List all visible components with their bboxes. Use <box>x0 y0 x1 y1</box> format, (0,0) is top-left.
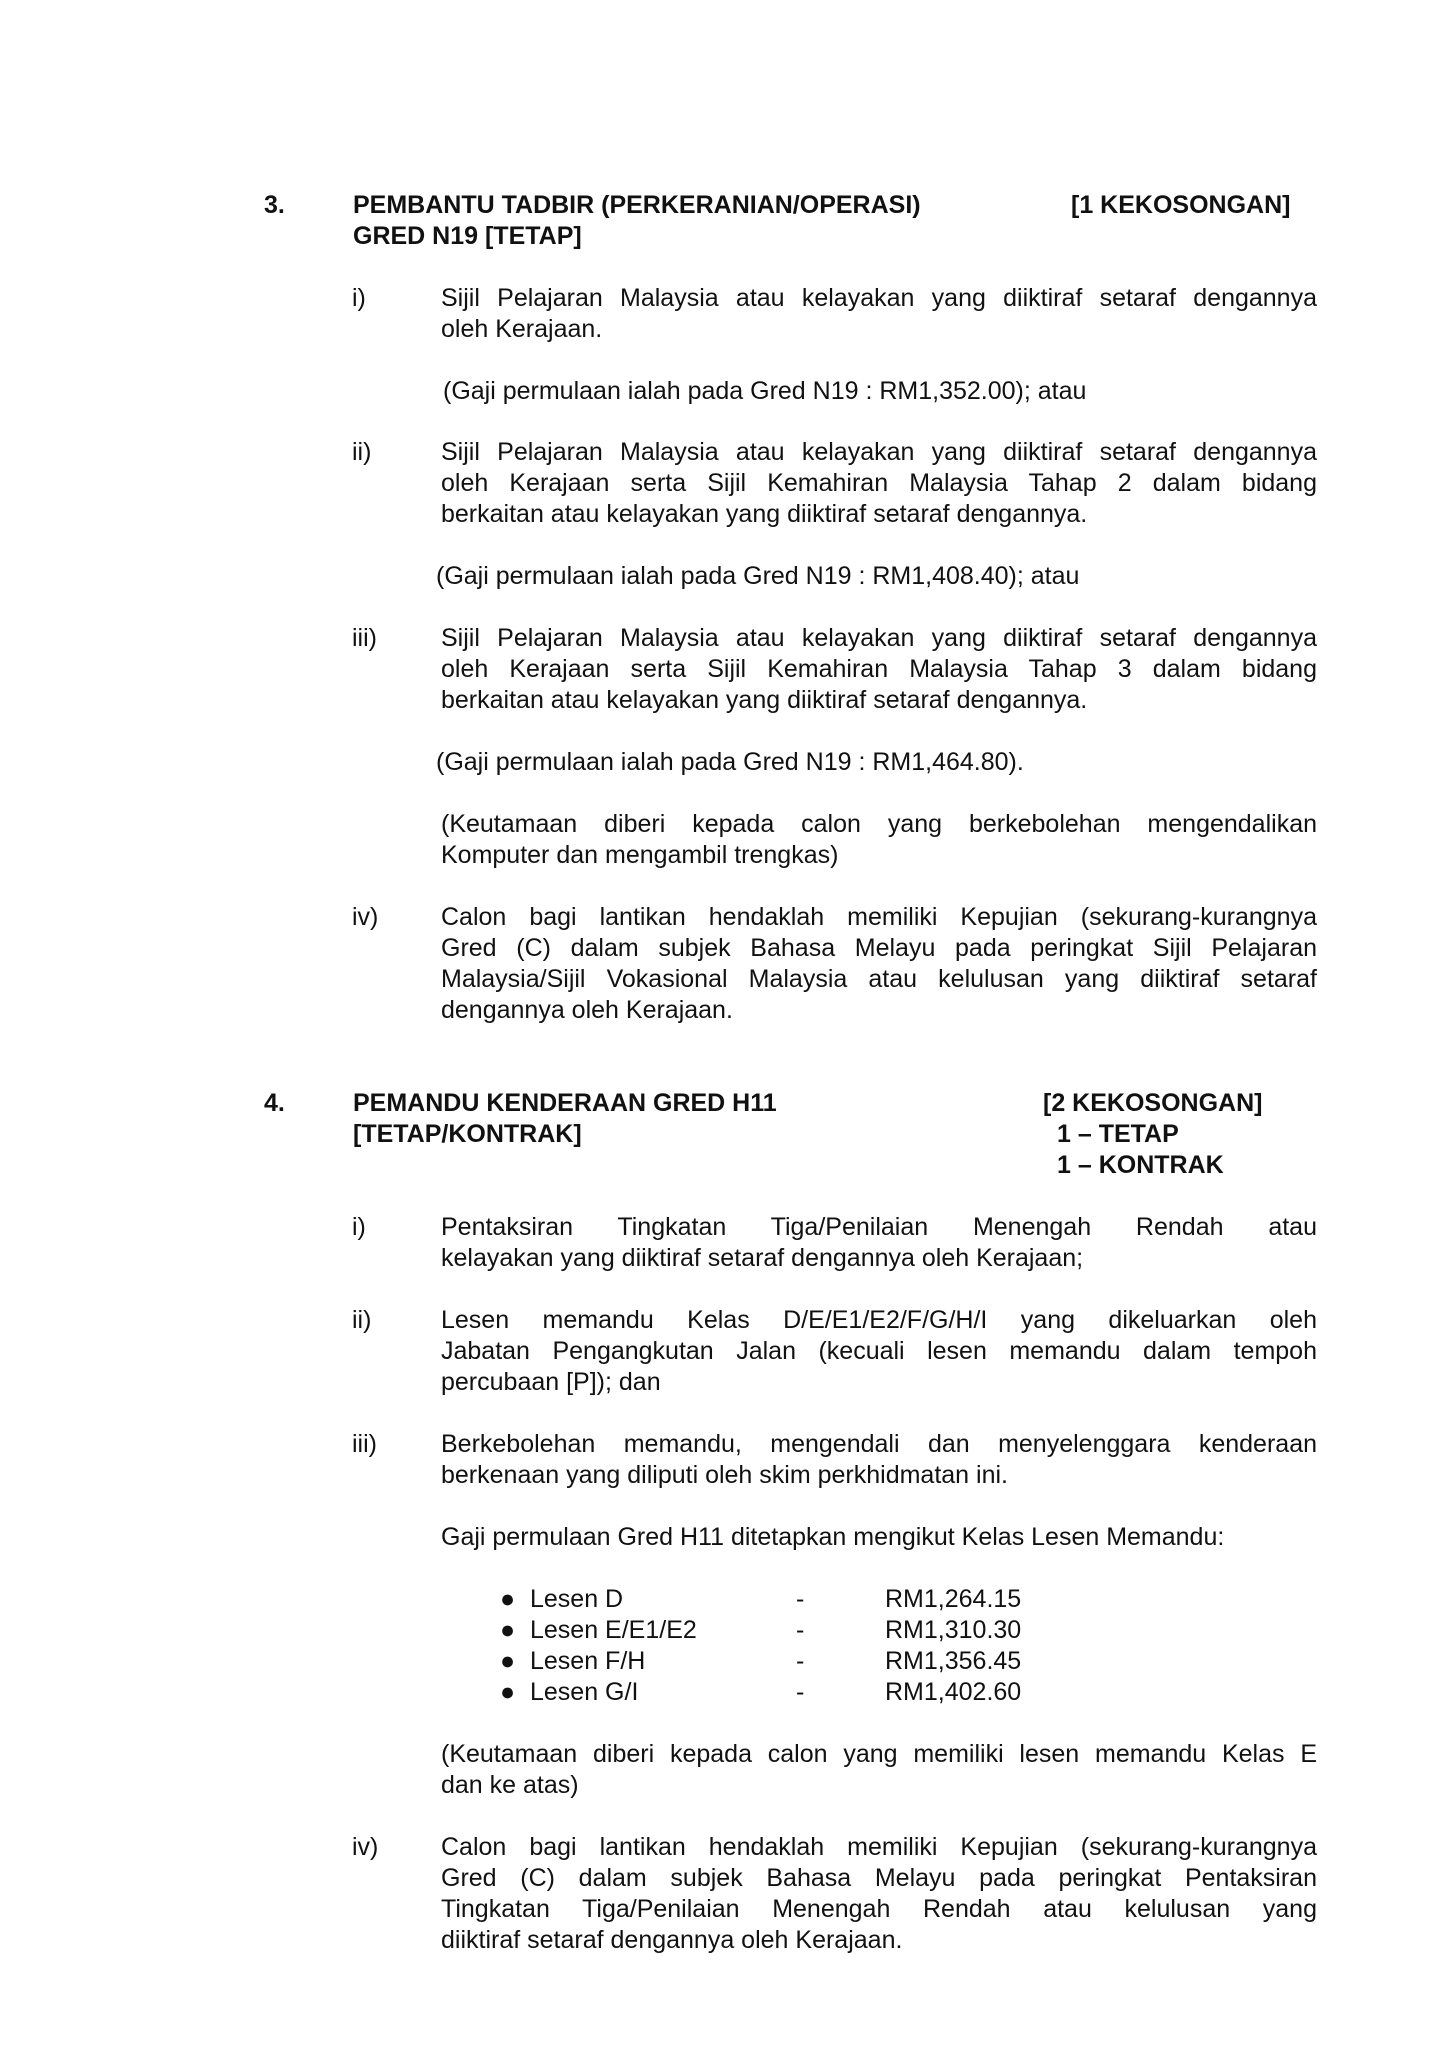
bullet-icon: ● <box>500 1647 516 1675</box>
section-4-item-iii-note <box>441 1739 1317 1801</box>
text-line: berkaitan atau kelayakan yang diiktiraf setaraf dengannya. <box>441 686 1088 714</box>
text-line: Calon bagi lantikan hendaklah memiliki Kepujian (sekurang-kurangnya <box>441 903 1317 931</box>
text-line: (Keutamaan diberi kepada calon yang berkebolehan mengendalikan <box>441 810 1317 838</box>
text-line: berkenaan yang diliputi oleh skim perkhidmatan ini. <box>441 1461 1008 1489</box>
text-line: oleh Kerajaan. <box>441 315 603 343</box>
section-3-item-i-numeral: i) <box>352 284 366 312</box>
licence-class: Lesen F/H <box>530 1647 646 1675</box>
section-4-item-iv-text <box>441 1832 1317 1956</box>
text-line: Calon bagi lantikan hendaklah memiliki Kepujian (sekurang-kurangnya <box>441 1833 1317 1861</box>
text-line: Jabatan Pengangkutan Jalan (kecuali lesen memandu dalam tempoh <box>441 1337 1317 1365</box>
licence-class: Lesen D <box>530 1585 624 1613</box>
section-3-item-i-text <box>441 283 1317 345</box>
section-3-item-ii-text <box>441 437 1317 530</box>
licence-class: Lesen E/E1/E2 <box>530 1616 697 1644</box>
section-3-item-ii-salary: (Gaji permulaan ialah pada Gred N19 : RM1,408.40); atau <box>436 562 1080 590</box>
text-line: Sijil Pelajaran Malaysia atau kelayakan yang diiktiraf setaraf dengannya <box>441 284 1317 312</box>
text-line: dan ke atas) <box>441 1771 579 1799</box>
section-4-vacancy <box>1043 1088 1262 1181</box>
text-line: Sijil Pelajaran Malaysia atau kelayakan yang diiktiraf setaraf dengannya <box>441 438 1317 466</box>
text-line: Pentaksiran Tingkatan Tiga/Penilaian Menengah Rendah atau <box>441 1213 1317 1241</box>
separator: - <box>796 1616 805 1644</box>
licence-rate-row <box>500 1584 1060 1615</box>
licence-salary: RM1,310.30 <box>885 1616 1022 1644</box>
text-line: Sijil Pelajaran Malaysia atau kelayakan yang diiktiraf setaraf dengannya <box>441 624 1317 652</box>
section-3-item-ii-numeral: ii) <box>352 438 372 466</box>
separator: - <box>796 1585 805 1613</box>
section-4-vacancy-total: [2 KEKOSONGAN] <box>1043 1089 1263 1117</box>
text-line: percubaan [P]); dan <box>441 1368 661 1396</box>
section-4-item-i-numeral: i) <box>352 1213 366 1241</box>
separator: - <box>796 1678 805 1706</box>
section-3-item-iv-numeral: iv) <box>352 903 379 931</box>
section-3-item-iii-salary: (Gaji permulaan ialah pada Gred N19 : RM1,464.80). <box>436 748 1024 776</box>
section-4-item-iii-numeral: iii) <box>352 1430 377 1458</box>
section-4-item-ii-numeral: ii) <box>352 1306 372 1334</box>
section-3-item-i-salary: (Gaji permulaan ialah pada Gred N19 : RM1,352.00); atau <box>443 377 1087 405</box>
section-3-item-iii-numeral: iii) <box>352 624 377 652</box>
text-line: oleh Kerajaan serta Sijil Kemahiran Malaysia Tahap 3 dalam bidang <box>441 655 1317 683</box>
section-3-vacancy: [1 KEKOSONGAN] <box>1071 191 1291 219</box>
licence-rate-row <box>500 1677 1060 1708</box>
section-3-title-line-2: GRED N19 [TETAP] <box>353 222 582 250</box>
bullet-icon: ● <box>500 1616 516 1644</box>
text-line: kelayakan yang diiktiraf setaraf dengannya oleh Kerajaan; <box>441 1244 1084 1272</box>
section-4-title <box>353 1088 777 1150</box>
section-4-item-i-text <box>441 1212 1317 1274</box>
section-3-item-iii-text <box>441 623 1317 716</box>
section-3-title <box>353 190 921 252</box>
separator: - <box>796 1647 805 1675</box>
text-line: Berkebolehan memandu, mengendali dan menyelenggara kenderaan <box>441 1430 1317 1458</box>
bullet-icon: ● <box>500 1585 516 1613</box>
text-line: Komputer dan mengambil trengkas) <box>441 841 839 869</box>
section-4-title-line-2: [TETAP/KONTRAK] <box>353 1120 582 1148</box>
licence-salary: RM1,264.15 <box>885 1585 1022 1613</box>
text-line: Tingkatan Tiga/Penilaian Menengah Rendah atau kelulusan yang <box>441 1895 1317 1923</box>
section-4-item-iii-text <box>441 1429 1317 1491</box>
section-3-item-iii-note <box>441 809 1317 871</box>
text-line: diiktiraf setaraf dengannya oleh Kerajaan. <box>441 1926 903 1954</box>
licence-salary: RM1,402.60 <box>885 1678 1022 1706</box>
bullet-icon: ● <box>500 1678 516 1706</box>
text-line: Gred (C) dalam subjek Bahasa Melayu pada peringkat Sijil Pelajaran <box>441 934 1317 962</box>
section-4-item-ii-text <box>441 1305 1317 1398</box>
section-4-title-line-1: PEMANDU KENDERAAN GRED H11 <box>353 1089 777 1117</box>
text-line: oleh Kerajaan serta Sijil Kemahiran Malaysia Tahap 2 dalam bidang <box>441 469 1317 497</box>
section-3-number: 3. <box>264 191 285 219</box>
text-line: dengannya oleh Kerajaan. <box>441 996 733 1024</box>
licence-class: Lesen G/I <box>530 1678 639 1706</box>
text-line: Malaysia/Sijil Vokasional Malaysia atau kelulusan yang diiktiraf setaraf <box>441 965 1317 993</box>
licence-rate-row <box>500 1615 1060 1646</box>
section-3-title-line-1: PEMBANTU TADBIR (PERKERANIAN/OPERASI) <box>353 191 921 219</box>
section-4-item-iii-salary-intro: Gaji permulaan Gred H11 ditetapkan mengikut Kelas Lesen Memandu: <box>441 1523 1225 1551</box>
section-4-item-iv-numeral: iv) <box>352 1833 379 1861</box>
text-line: Gred (C) dalam subjek Bahasa Melayu pada peringkat Pentaksiran <box>441 1864 1317 1892</box>
text-line: (Keutamaan diberi kepada calon yang memiliki lesen memandu Kelas E <box>441 1740 1317 1768</box>
section-4-number: 4. <box>264 1089 285 1117</box>
text-line: berkaitan atau kelayakan yang diiktiraf setaraf dengannya. <box>441 500 1088 528</box>
licence-salary: RM1,356.45 <box>885 1647 1022 1675</box>
section-3-item-iv-text <box>441 902 1317 1026</box>
section-4-vacancy-tetap: 1 – TETAP <box>1057 1120 1179 1148</box>
licence-rate-row <box>500 1646 1060 1677</box>
text-line: Lesen memandu Kelas D/E/E1/E2/F/G/H/I yang dikeluarkan oleh <box>441 1306 1317 1334</box>
section-4-vacancy-kontrak: 1 – KONTRAK <box>1057 1151 1224 1179</box>
